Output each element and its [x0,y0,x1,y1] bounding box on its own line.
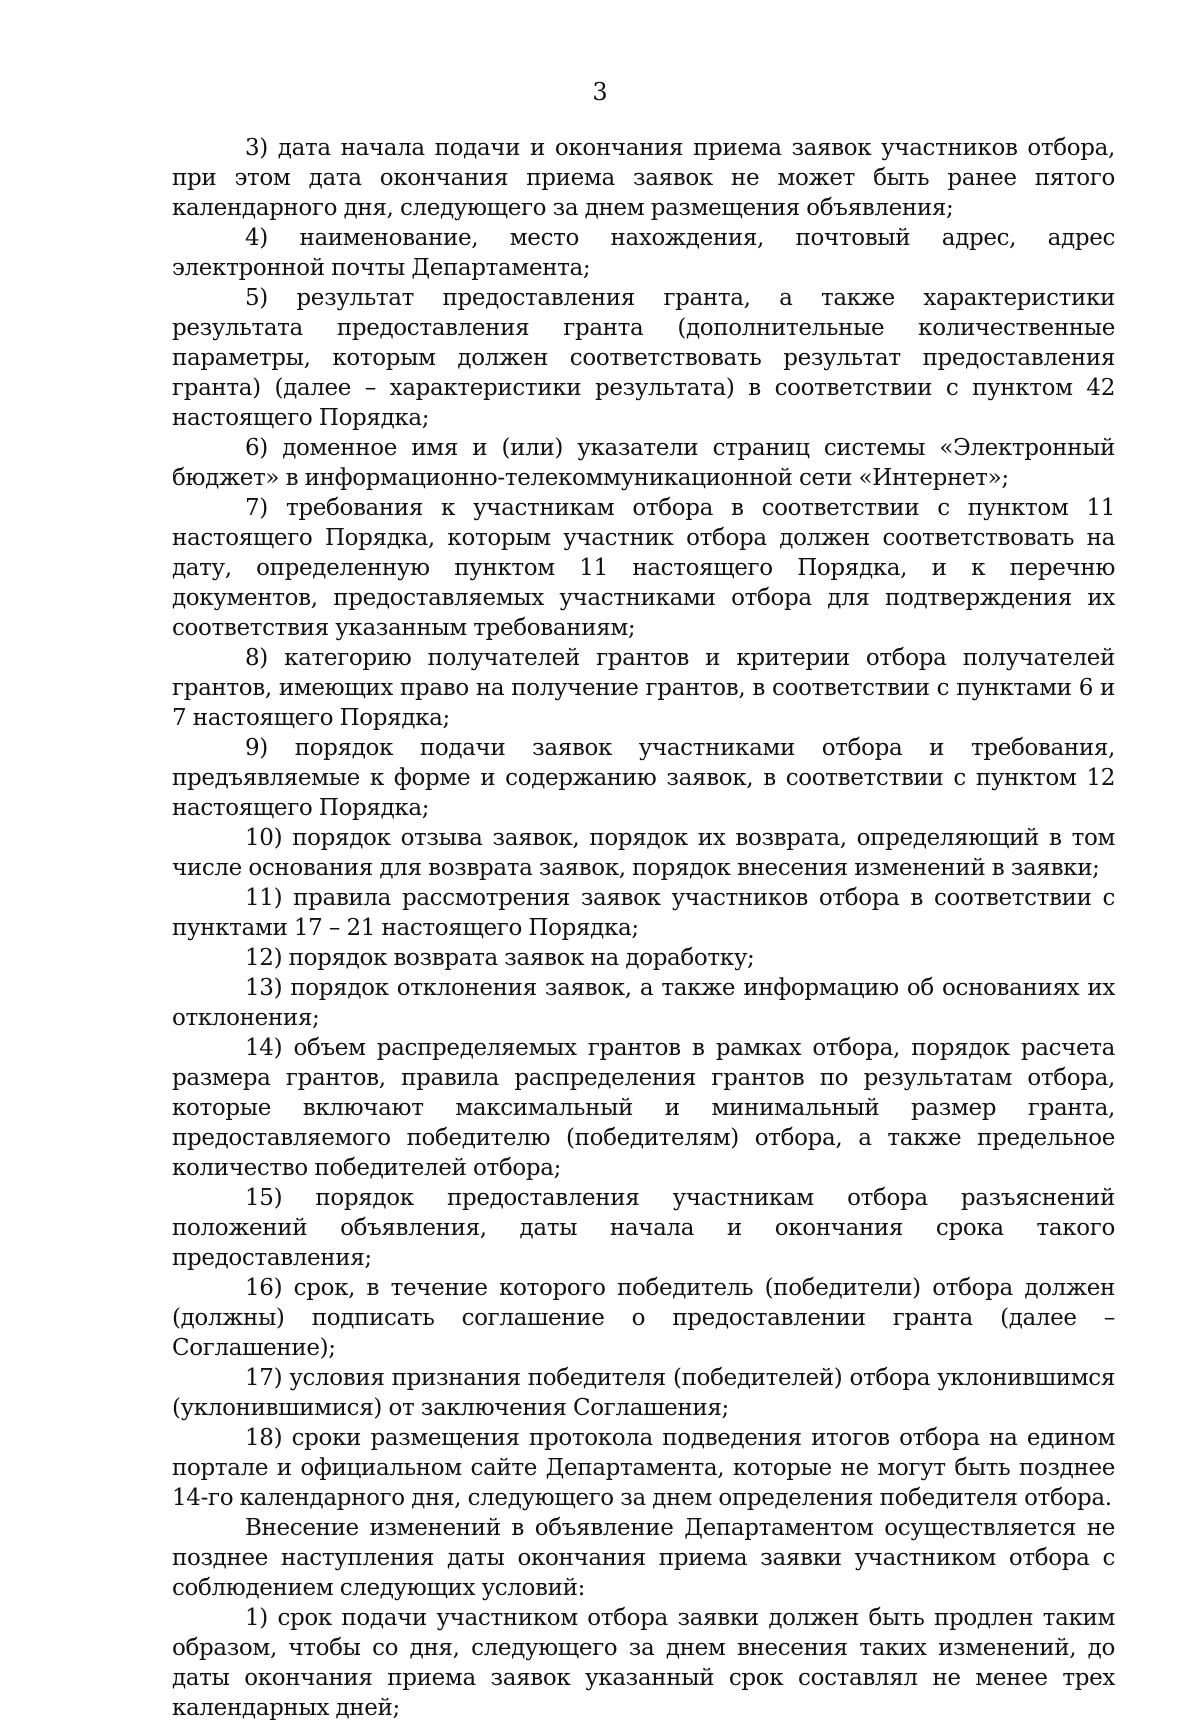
paragraph-item-6: 6) доменное имя и (или) указатели страниц системы «Электронный бюджет» в информационно-телекоммуникационной сети «Интернет»; [172,435,1115,491]
paragraph-item-12: 12) порядок возврата заявок на доработку; [245,945,755,971]
paragraph-item-15: 15) порядок предоставления участникам отбора разъяснений положений объявления, даты начала и окончания срока такого предоставления; [172,1185,1115,1271]
paragraph-item-11: 11) правила рассмотрения заявок участников отбора в соответствии с пунктами 17 – 21 настоящего Порядка; [172,885,1115,941]
paragraph-item-7: 7) требования к участникам отбора в соответствии с пунктом 11 настоящего Порядка, которым участник отбора должен соответствовать на дату, определенную пунктом 11 настоящего Порядка, и к перечню документов, предоставляемых участниками отбора для подтверждения их соответствия указанным требованиям; [172,495,1115,641]
paragraph-item-18: 18) сроки размещения протокола подведения итогов отбора на едином портале и официальном сайте Департамента, которые не могут быть позднее 14-го календарного дня, следующего за днем определения победителя отбора. [172,1425,1115,1511]
paragraph-item-4: 4) наименование, место нахождения, почтовый адрес, адрес электронной почты Департамента; [172,225,1115,281]
paragraph-item-13: 13) порядок отклонения заявок, а также информацию об основаниях их отклонения; [172,975,1115,1031]
paragraph-item-14: 14) объем распределяемых грантов в рамках отбора, порядок расчета размера грантов, правила распределения грантов по результатам отбора, которые включают максимальный и минимальный размер гранта, предоставляемого победителю (победителям) отбора, а также предельное количество победителей отбора; [172,1035,1115,1181]
paragraph-item-17: 17) условия признания победителя (победителей) отбора уклонившимся (уклонившимися) от заключения Соглашения; [172,1365,1115,1421]
paragraph-item-5: 5) результат предоставления гранта, а также характеристики результата предоставления гранта (дополнительные количественные параметры, которым должен соответствовать результат предоставления гранта) (далее – характеристики результата) в соответствии с пунктом 42 настоящего Порядка; [172,285,1115,431]
paragraph-amendments: Внесение изменений в объявление Департаментом осуществляется не позднее наступления даты окончания приема заявки участником отбора с соблюдением следующих условий: [172,1515,1115,1601]
paragraph-item-10: 10) порядок отзыва заявок, порядок их возврата, определяющий в том числе основания для возврата заявок, порядок внесения изменений в заявки; [172,825,1115,881]
paragraph-item-9: 9) порядок подачи заявок участниками отбора и требования, предъявляемые к форме и содержанию заявок, в соответствии с пунктом 12 настоящего Порядка; [172,735,1115,821]
paragraph-item-3: 3) дата начала подачи и окончания приема заявок участников отбора, при этом дата окончания приема заявок не может быть ранее пятого календарного дня, следующего за днем размещения объявления; [172,135,1115,221]
paragraph-condition-1: 1) срок подачи участником отбора заявки должен быть продлен таким образом, чтобы со дня, следующего за днем внесения таких изменений, до даты окончания приема заявок указанный срок составлял не менее трех календарных дней; [172,1605,1115,1721]
paragraph-item-8: 8) категорию получателей грантов и критерии отбора получателей грантов, имеющих право на получение грантов, в соответствии с пунктами 6 и 7 настоящего Порядка; [172,645,1115,731]
page-number: 3 [592,78,608,106]
paragraph-item-16: 16) срок, в течение которого победитель (победители) отбора должен (должны) подписать соглашение о предоставлении гранта (далее – Соглашение); [172,1275,1115,1361]
document-body [172,133,1115,1723]
